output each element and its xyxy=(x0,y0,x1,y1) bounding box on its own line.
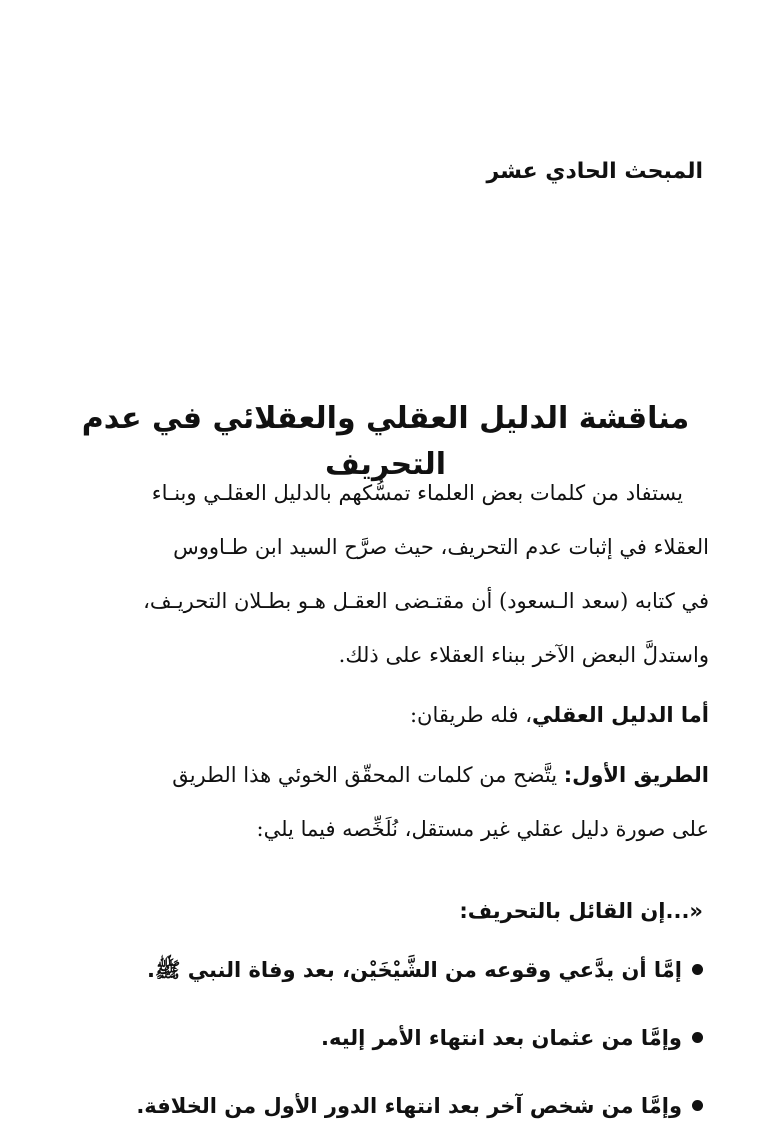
running-head: المبحث الحادي عشر xyxy=(486,159,703,184)
paragraph-text: يتَّضح من كلمات المحقّق الخوئي هذا الطريق xyxy=(172,763,564,787)
bullet-icon xyxy=(692,964,703,975)
paragraph-line xyxy=(62,748,709,802)
list-item xyxy=(62,1072,703,1140)
list-item-text: وإمَّا من عثمان بعد انتهاء الأمر إليه. xyxy=(321,1026,682,1050)
list-item-text: وإمَّا من شخص آخر بعد انتهاء الدور الأول من الخلافة. xyxy=(136,1094,682,1118)
body-text xyxy=(62,466,709,856)
quoted-list xyxy=(62,899,703,1140)
list-item-text: إمَّا أن يدَّعي وقوعه من الشَّيْخَيْن، بعد وفاة النبي ﷺ. xyxy=(147,958,682,982)
quote-intro: «...إن القائل بالتحريف: xyxy=(459,899,703,923)
paragraph-line: في كتابه (سعد الـسعود) أن مقتـضى العقـل هـو بطـلان التحريـف، xyxy=(143,589,709,613)
paragraph-line: يستفاد من كلمات بعض العلماء تمسُّكهم بالدليل العقلـي وبنـاء xyxy=(151,481,683,505)
paragraph-line: العقلاء في إثبات عدم التحريف، حيث صرَّح السيد ابن طـاووس xyxy=(173,535,709,559)
paragraph-text: ، فله طريقان: xyxy=(409,703,532,727)
chapter-title: مناقشة الدليل العقلي والعقلائي في عدم التحريف xyxy=(81,401,690,482)
paragraph-line: واستدلَّ البعض الآخر ببناء العقلاء على ذلك. xyxy=(338,643,709,667)
bullet-icon xyxy=(692,1032,703,1043)
list-item xyxy=(62,1004,703,1072)
bold-heading: الطريق الأول: xyxy=(563,763,709,787)
bold-heading: أما الدليل العقلي xyxy=(532,703,709,727)
paragraph-line xyxy=(62,688,709,742)
paragraph-line: على صورة دليل عقلي غير مستقل، نُلَخِّصه فيما يلي: xyxy=(256,817,709,841)
bullet-icon xyxy=(692,1100,703,1111)
list-item xyxy=(62,936,703,1004)
